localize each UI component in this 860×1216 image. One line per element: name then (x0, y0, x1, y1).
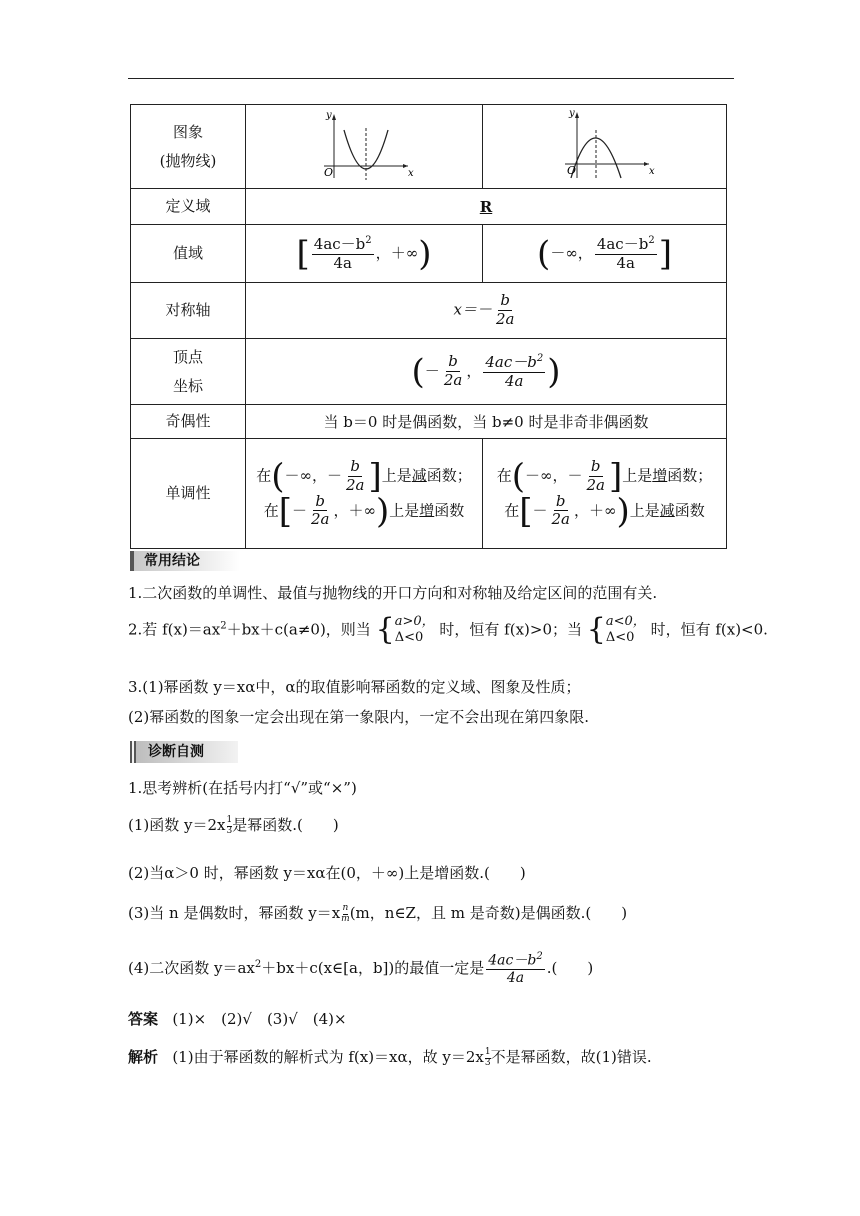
row-range (131, 225, 727, 283)
axis-label: 对称轴 (131, 283, 246, 339)
answer-line: 答案 (1)× (2)√ (3)√ (4)× (128, 1010, 347, 1028)
vertex-label-2: 坐标 (172, 376, 203, 395)
domain-label: 定义域 (131, 189, 246, 225)
quiz-item-2: (2)当α＞0 时，幂函数 y＝xα在(0，＋∞)上是增函数.( ) (128, 864, 526, 882)
row-axis (131, 283, 727, 339)
mono-upward: 在(－∞，－ $\frac{b}{2a}$ ]上是减函数； 在[－ $\frac{b}{2a}$ ，＋∞)上是增函数 (246, 439, 483, 549)
origin-label: O (324, 165, 334, 179)
range-downward: (－∞， $\frac{4ac-b^2}{4a}$ ] (483, 225, 727, 283)
quadratic-properties-table (130, 104, 727, 549)
mono-label: 单调性 (131, 439, 246, 549)
vertex-value: (－ $\frac{b}{2a}$ ， $\frac{4ac-b^2}{4a}$ ) (246, 339, 727, 405)
x-axis-label: x (648, 165, 655, 177)
explanation-key: 解析 (128, 1048, 159, 1066)
mono-downward: 在(－∞，－ $\frac{b}{2a}$ ]上是增函数； 在[－ $\frac{b}{2a}$ ，＋∞)上是减函数 (483, 439, 727, 549)
conclusion-3: 3.(1)幂函数 y＝xα中，α的取值影响幂函数的定义域、图象及性质； (128, 678, 581, 696)
answer-key: 答案 (128, 1010, 159, 1028)
parabola-down-graph (545, 108, 665, 182)
condition-brace-2: { a<0， Δ<0 (586, 612, 646, 648)
axis-value: x＝－ $\frac{b}{2a}$ (246, 283, 727, 339)
graph-label: 图象 (172, 123, 203, 141)
y-axis-label: y (568, 107, 575, 119)
origin-label: O (566, 163, 576, 177)
conclusion-2: 2.若 $f(x)=ax^2+bx+c(a\ne 0)$，则当 { a>0， Δ<0 时，恒有 f(x)>0；当 { a<0， Δ<0 时，恒有 f(x)<0. (128, 612, 768, 648)
quiz-item-3: (3)当 n 是偶数时，幂函数 y＝x $\frac{n}{m}$ (m，n∈Z，且 m 是奇数)是偶函数.( ) (128, 903, 628, 924)
range-upward: [ $\frac{4ac-b^2}{4a}$ ，＋∞) (246, 225, 483, 283)
row-monotonicity (131, 439, 727, 549)
row-parity (131, 405, 727, 439)
x-axis-label: x (408, 167, 414, 179)
graph-upward (246, 105, 483, 189)
conclusion-1: 1.二次函数的单调性、最值与抛物线的开口方向和对称轴及给定区间的范围有关. (128, 584, 658, 602)
condition-brace-1: { a>0， Δ<0 (375, 612, 435, 648)
range-label: 值域 (131, 225, 246, 283)
parabola-up-graph (304, 108, 424, 182)
explanation-line: 解析 (1)由于幂函数的解析式为 f(x)＝xα，故 y＝2x $\frac{1}{3}$ 不是幂函数，故(1)错误. (128, 1047, 652, 1068)
row-vertex (131, 339, 727, 405)
row-graph (131, 105, 727, 189)
conclusion-4: (2)幂函数的图象一定会出现在第一象限内，一定不会出现在第四象限. (128, 708, 590, 726)
section-heading-conclusions: 常用结论 (130, 551, 240, 571)
y-axis-label: y (326, 109, 332, 121)
parity-value: 当 b＝0 时是偶函数，当 b≠0 时是非奇非偶函数 (246, 405, 727, 439)
parity-label: 奇偶性 (131, 405, 246, 439)
header-rule (128, 78, 734, 79)
vertex-label: 顶点 (172, 348, 203, 366)
domain-value: R (246, 189, 727, 225)
row-domain (131, 189, 727, 225)
section-heading-diagnosis: 诊断自测 (130, 741, 238, 763)
quiz-item-1: (1)函数 y＝2x $\frac{1}{3}$ 是幂函数.( ) (128, 815, 339, 836)
graph-label-2: (抛物线) (159, 151, 217, 170)
quiz-intro: 1.思考辨析(在括号内打“√”或“×”) (128, 779, 357, 797)
quiz-item-4: (4)二次函数 $y=ax^2+bx+c(x\in[a$，b])的最值一定是 $\frac{4ac-b^2}{4a}$ .( ) (128, 951, 594, 987)
graph-downward (483, 105, 727, 189)
